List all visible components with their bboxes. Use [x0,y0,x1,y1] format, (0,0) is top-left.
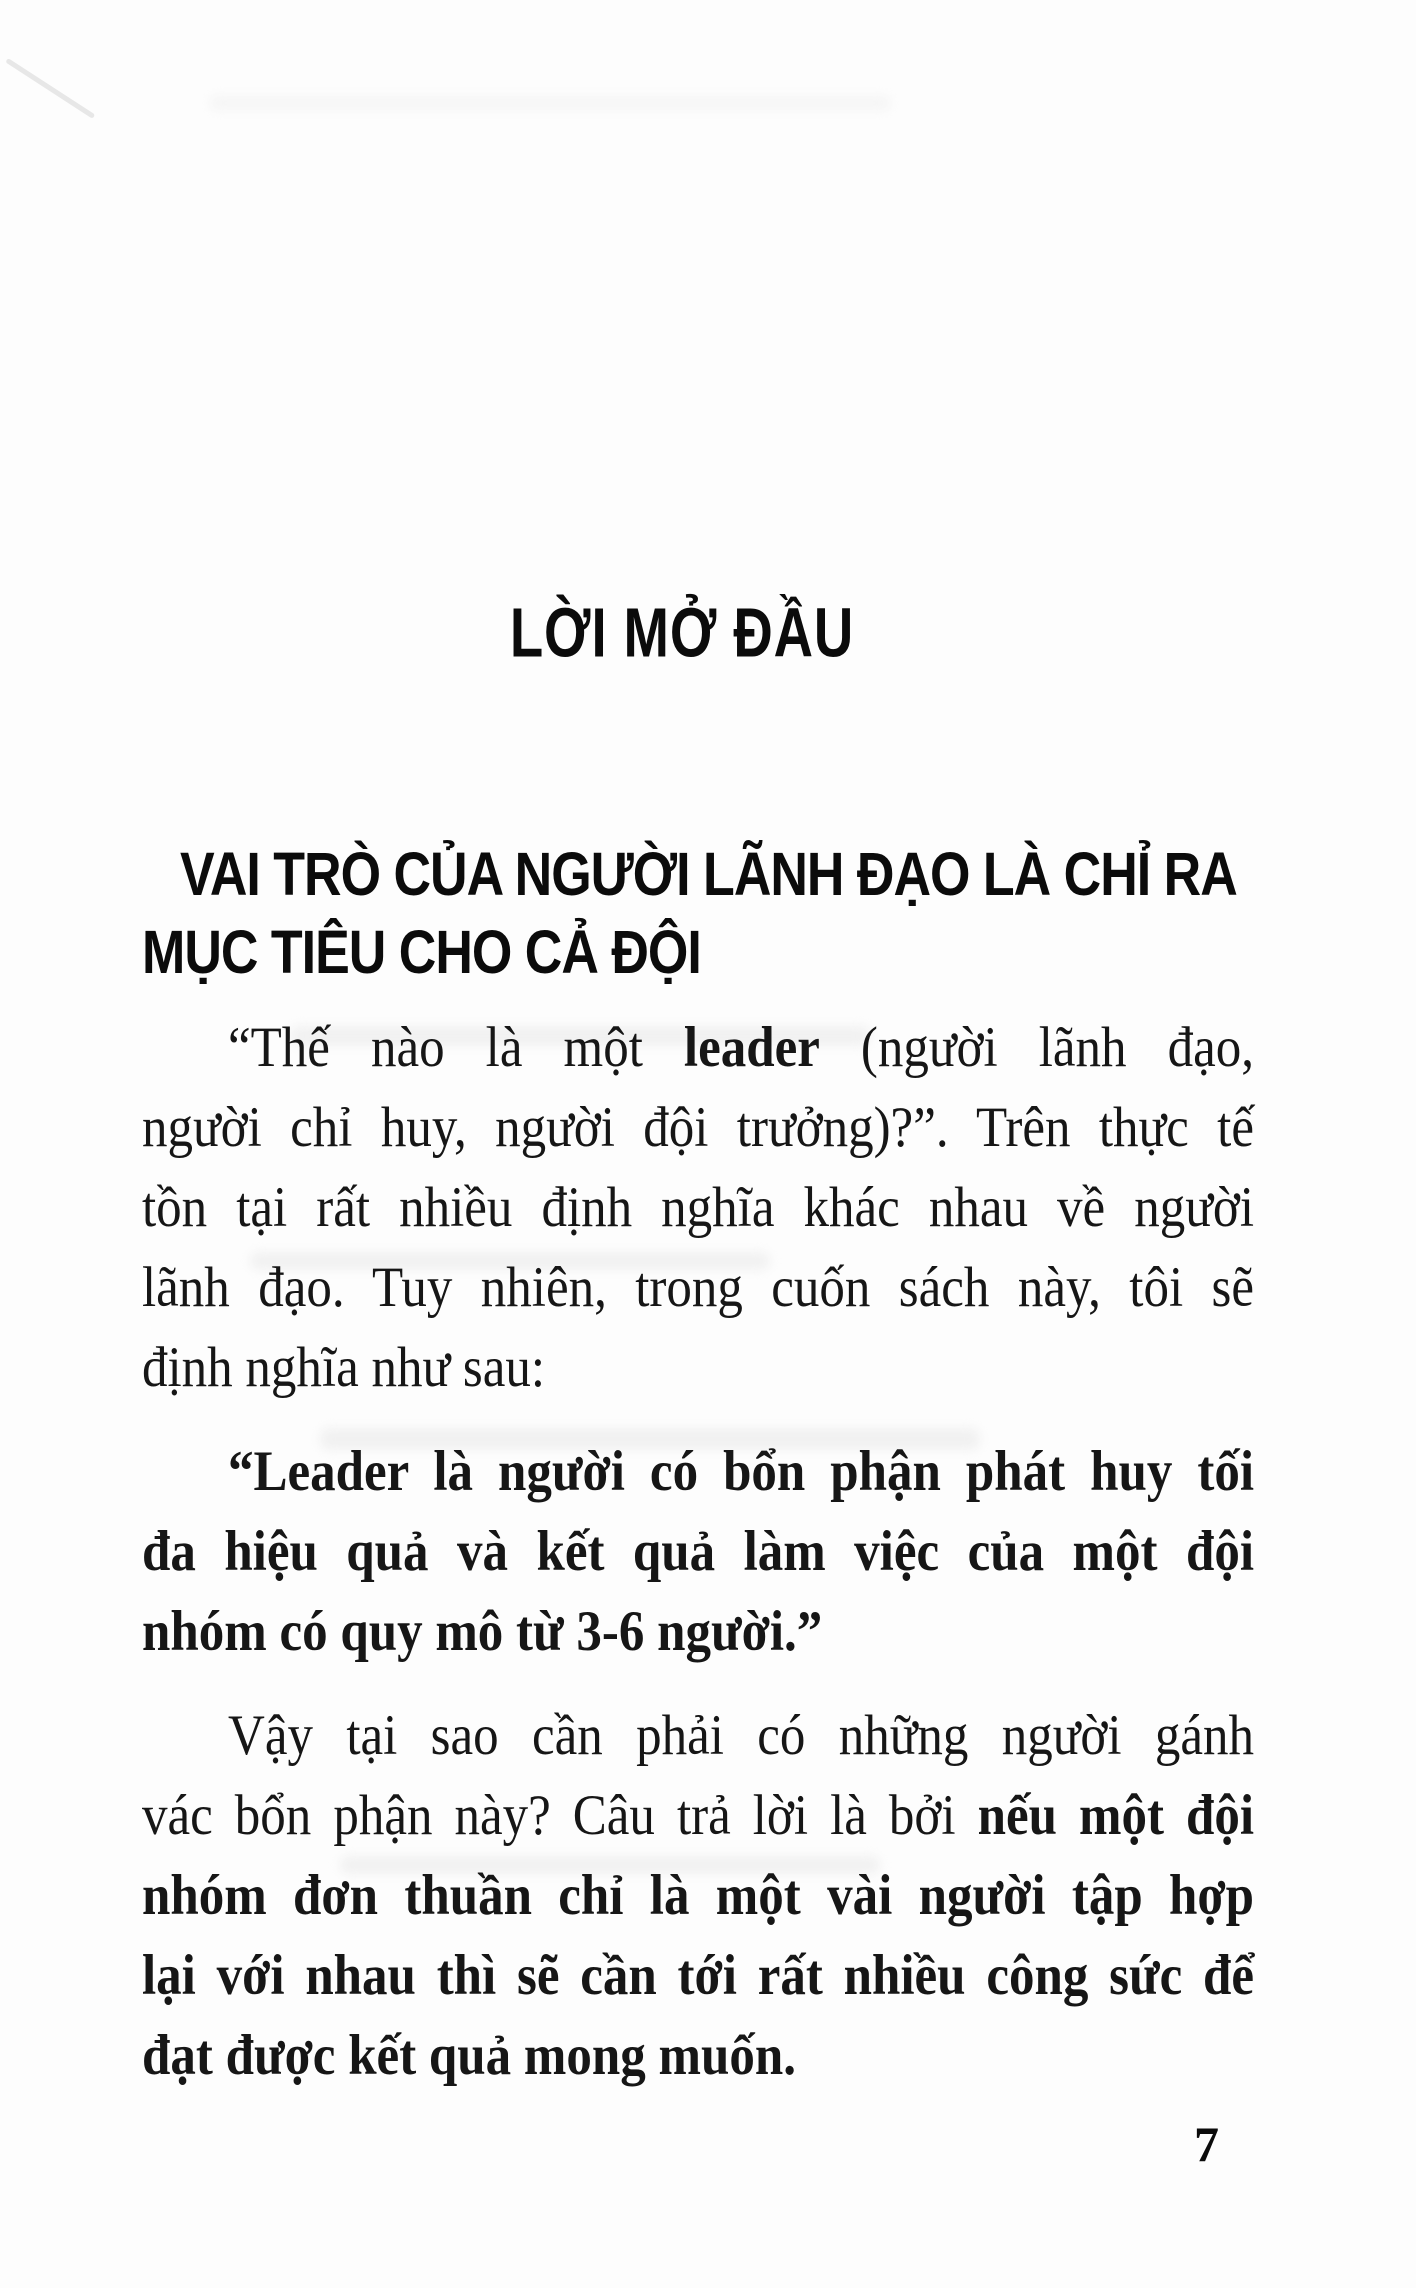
bold-text-segment: “Leader là người có bổn phận phát huy tối [228,1440,1254,1504]
bold-text-segment: đạt được kết quả mong muốn. [142,2024,796,2088]
text-line [142,1771,1254,1861]
text-line [142,1427,1254,1517]
bold-text-segment: lại với nhau thì sẽ cần tới rất nhiều công sức để [142,1944,1254,2008]
page-number: 7 [1194,2116,1219,2172]
bleed-through-artifact [210,96,890,110]
text-line [142,1587,1254,1677]
text-segment: định nghĩa như sau: [142,1336,546,1400]
section-heading-line: VAI TRÒ CỦA NGƯỜI LÃNH ĐẠO LÀ CHỈ RA [180,840,1237,910]
text-line [142,1003,1254,1093]
text-line [142,1851,1254,1941]
chapter-title: LỜI MỞ ĐẦU [509,594,855,672]
bold-text-segment: leader [683,1016,820,1080]
bold-text-segment: đa hiệu quả và kết quả làm việc của một đội [142,1520,1254,1584]
bold-text-segment: nếu một đội [977,1784,1254,1848]
text-line [142,1507,1254,1597]
text-line [142,1691,1254,1781]
text-line [142,1163,1254,1253]
paragraph [142,1696,1254,2096]
section-heading-line: MỤC TIÊU CHO CẢ ĐỘI [142,918,701,988]
text-segment: lãnh đạo. Tuy nhiên, trong cuốn sách này, tôi sẽ [142,1256,1254,1320]
text-segment: Vậy tại sao cần phải có những người gánh [228,1704,1254,1768]
text-segment: vác bổn phận này? Câu trả lời là bởi [142,1784,978,1848]
paragraph [142,1008,1254,1408]
text-line [142,1243,1254,1333]
text-segment: (người lãnh đạo, [819,1016,1254,1080]
text-segment: tồn tại rất nhiều định nghĩa khác nhau về người [142,1176,1254,1240]
text-line [142,1931,1254,2021]
text-line [142,1323,1254,1413]
text-line [142,1083,1254,1173]
text-line [142,2011,1254,2101]
body-text [142,1008,1254,2096]
text-segment: người chỉ huy, người đội trưởng)?”. Trên thực tế [142,1096,1254,1160]
bold-text-segment: nhóm đơn thuần chỉ là một vài người tập hợp [142,1864,1254,1928]
paragraph [142,1432,1254,1672]
bold-text-segment: nhóm có quy mô từ 3-6 người.” [142,1600,823,1664]
section-heading [142,836,1254,992]
scan-artifact [5,58,95,119]
text-segment: “Thế nào là một [228,1016,684,1080]
